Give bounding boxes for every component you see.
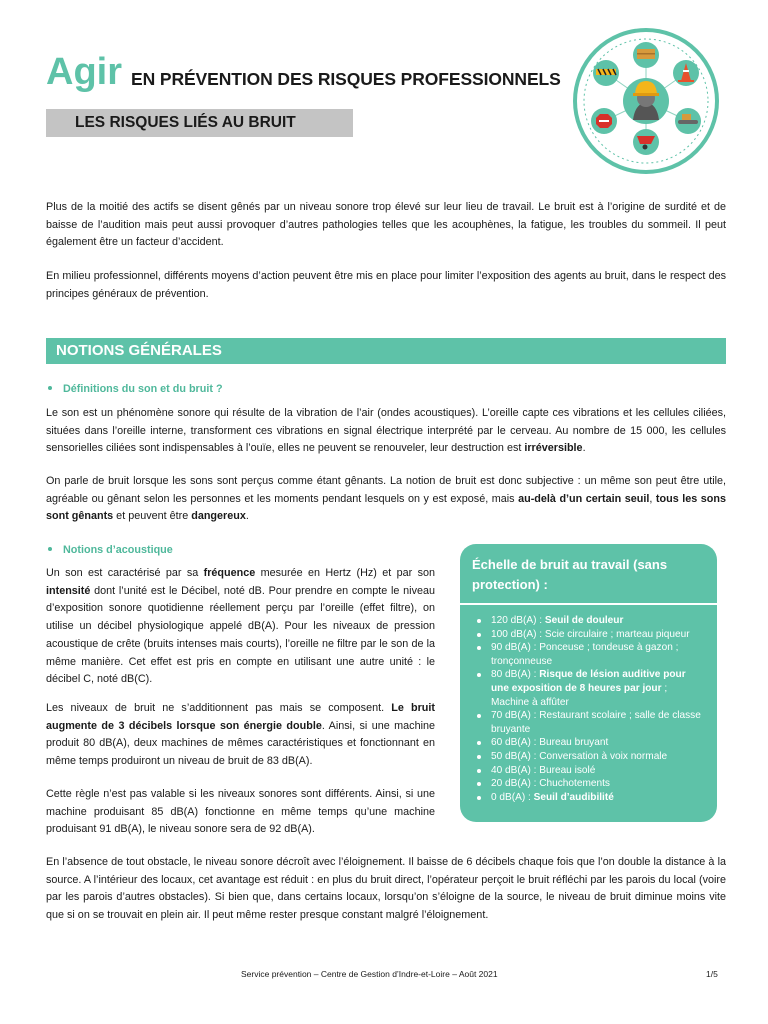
noise-scale-item: 40 dB(A) : Bureau isolé bbox=[460, 764, 717, 778]
noise-scale-item: 100 dB(A) : Scie circulaire ; marteau piqueur bbox=[460, 628, 717, 642]
noise-scale-item: 60 dB(A) : Bureau bruyant bbox=[460, 736, 717, 750]
intro-paragraph: Plus de la moitié des actifs se disent gênés par un niveau sonore trop élevé sur leur lieu de travail. Le bruit est à l’origine de surdité et de baisse de l’audition mais peut aussi provoquer d’autres pathologies telles que les acouphènes, la fatigue, les troubles du sommeil. Il peut également être un facteur d’accident. bbox=[46, 201, 726, 249]
noise-scale-item: 70 dB(A) : Restaurant scolaire ; salle de classe bruyante bbox=[460, 709, 717, 736]
wheelbarrow-icon bbox=[633, 129, 659, 155]
definitions-paragraph: On parle de bruit lorsque les sons sont perçus comme étant gênants. La notion de bruit est donc subjective : un même son peut être utile, agréable ou gênant selon les personnes et les moments pendant lesquels on y est exposé, mais au-delà d’un certain seuil, tous les sons sont gênants et peuvent être dangereux. bbox=[46, 475, 726, 523]
bullet-icon bbox=[48, 386, 52, 390]
acoustique-heading: Notions d’acoustique bbox=[46, 544, 173, 556]
page-number: 1/5 bbox=[706, 969, 718, 979]
conveyor-icon bbox=[675, 108, 701, 134]
section-title: NOTIONS GÉNÉRALES bbox=[56, 342, 222, 359]
subtitle: LES RISQUES LIÉS AU BRUIT bbox=[75, 114, 296, 131]
title-agir: Agir bbox=[46, 51, 122, 93]
definitions-paragraph: Le son est un phénomène sonore qui résulte de la vibration de l’air (ondes acoustiques). L’oreille capte ces vibrations et les cellules ciliées, situées dans l’oreille interne, transforment ces vibrations en signal électrique interprété par le cerveau. Au nombre de 15 000, les cellules sensorielles ciliées sont indispensables à l’ouïe, elles ne peuvent se renouveler, leur destruction est irréversible. bbox=[46, 407, 726, 455]
bullet-icon bbox=[48, 547, 52, 551]
noise-scale-item: 80 dB(A) : Risque de lésion auditive pour une exposition de 8 heures par jour ; Machine à affûter bbox=[460, 668, 717, 709]
noise-scale-title: Échelle de bruit au travail (sans protection) : bbox=[472, 557, 668, 592]
footer-text: Service prévention – Centre de Gestion d’Indre-et-Loire – Août 2021 bbox=[241, 969, 498, 979]
divider bbox=[460, 603, 717, 605]
noise-scale-item: 90 dB(A) : Ponceuse ; tondeuse à gazon ; tronçonneuse bbox=[460, 641, 717, 668]
acoustique-paragraph: Cette règle n’est pas valable si les niveaux sonores sont différents. Ainsi, si une machine produisant 85 dB(A) fonctionne en même temps qu’une machine produisant 91 dB(A), le niveau sonore sera de 92 dB(A). bbox=[46, 788, 435, 836]
acoustique-paragraph: Les niveaux de bruit ne s’additionnent pas mais se composent. Le bruit augmente de 3 décibels lorsque son énergie double. Ainsi, si une machine produit 80 dB(A), deux machines de mêmes caractéristiques et fonctionnant en même temps produiront un niveau de bruit de 83 dB(A). bbox=[46, 702, 435, 768]
noise-scale-item: 120 dB(A) : Seuil de douleur bbox=[460, 614, 717, 628]
closing-paragraph: En l’absence de tout obstacle, le niveau sonore décroît avec l’éloignement. Il baisse de 6 décibels chaque fois que l’on double la distance à la source. A l’intérieur des locaux, cet avantage est réduit : en plus du bruit direct, l’opérateur perçoit le bruit réfléchi par les parois du local (voire par les parois d’autres obstacles). Si bien que, dans certains locaux, lorsqu’on s’éloigne de la source, le niveau de bruit diminue moins vite que si on se trouvait en plein air. Il peut même rester presque constant malgré l’éloignement. bbox=[46, 856, 726, 922]
noise-scale-list bbox=[460, 614, 717, 804]
traffic-cone-icon bbox=[673, 60, 699, 86]
document-title: EN PRÉVENTION DES RISQUES PROFESSIONNELS bbox=[131, 69, 561, 89]
subtitle-banner bbox=[46, 109, 353, 137]
noise-scale-item: 20 dB(A) : Chuchotements bbox=[460, 777, 717, 791]
noise-scale-item: 50 dB(A) : Conversation à voix normale bbox=[460, 750, 717, 764]
acoustique-paragraph: Un son est caractérisé par sa fréquence mesurée en Hertz (Hz) et par son intensité dont l’unité est le Décibel, noté dB. Pour prendre en compte le niveau d’exposition sonore quotidienne réellement perçu par l’oreille (effet filtre), on utilise un décibel physiologique appelé dB(A). Pour les niveaux de pression acoustique de crête (bruits intenses mais courts), l’oreille ne filtre par le son de la même manière. Cet effet est pris en compte en utilisant une autre unité : le décibel C, noté dB(C). bbox=[46, 567, 435, 686]
barrier-icon bbox=[593, 60, 619, 86]
noise-scale-item: 0 dB(A) : Seuil d’audibilité bbox=[460, 791, 717, 805]
worker-helmet-icon bbox=[623, 78, 669, 124]
pallet-icon bbox=[633, 42, 659, 68]
definitions-heading: Définitions du son et du bruit ? bbox=[46, 383, 223, 395]
noise-scale-box bbox=[460, 544, 717, 822]
stop-sign-icon bbox=[591, 108, 617, 134]
prevention-logo bbox=[573, 28, 719, 174]
section-header bbox=[46, 338, 726, 364]
intro-paragraph: En milieu professionnel, différents moyens d’action peuvent être mis en place pour limiter l’exposition des agents au bruit, dans le respect des principes généraux de prévention. bbox=[46, 270, 726, 300]
